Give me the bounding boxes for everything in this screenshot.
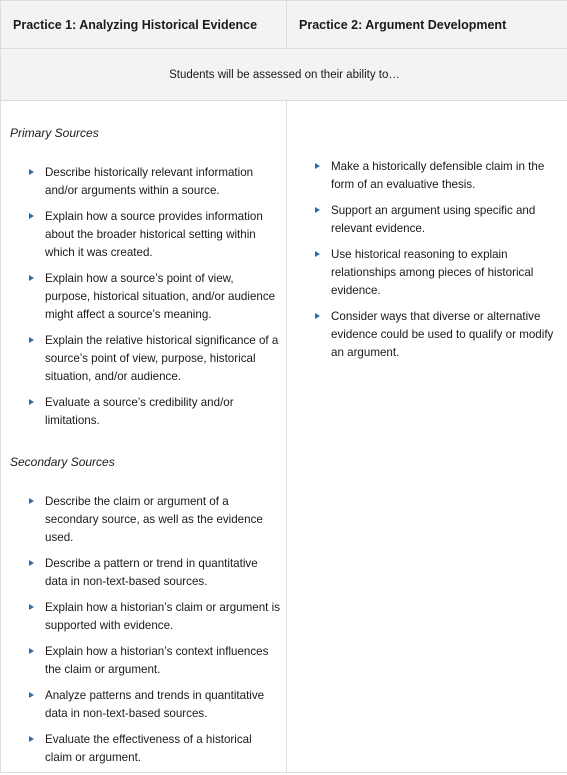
- list-item-text: Explain how a historian’s claim or argument is supported with evidence.: [45, 601, 280, 632]
- triangle-bullet-icon: [29, 604, 34, 610]
- list-item: [45, 599, 281, 635]
- list-item: [45, 731, 281, 767]
- column-divider: [286, 101, 287, 773]
- list-item-text: Explain how a historian’s context influences the claim or argument.: [45, 645, 269, 676]
- list-item: [45, 493, 281, 547]
- column-header-practice-1: Practice 1: Analyzing Historical Evidence: [13, 18, 258, 32]
- triangle-bullet-icon: [29, 337, 34, 343]
- triangle-bullet-icon: [315, 313, 320, 319]
- list-item: [45, 164, 281, 200]
- column-header-practice-2: Practice 2: Argument Development: [299, 18, 507, 32]
- list-item-text: Explain the relative historical significance of a source’s point of view, purpose, historical situation, and/or audience.: [45, 334, 279, 383]
- list-item-text: Explain how a source’s point of view, purpose, historical situation, and/or audience might affect a source’s meaning.: [45, 272, 276, 321]
- list-item: [45, 208, 281, 262]
- list-item: [45, 643, 281, 679]
- practice-2-column: [315, 158, 561, 370]
- triangle-bullet-icon: [29, 399, 34, 405]
- triangle-bullet-icon: [29, 213, 34, 219]
- list-item-text: Explain how a source provides information about the broader historical setting within which it was created.: [45, 210, 263, 259]
- list-item-text: Evaluate a source’s credibility and/or limitations.: [45, 396, 234, 427]
- column-divider: [286, 1, 287, 50]
- list-item-text: Evaluate the effectiveness of a historical claim or argument.: [45, 733, 252, 764]
- list-item-text: Describe a pattern or trend in quantitative data in non-text-based sources.: [45, 557, 258, 588]
- list-item-text: Support an argument using specific and relevant evidence.: [331, 204, 536, 235]
- list-item: [45, 270, 281, 324]
- list-item: [45, 394, 281, 430]
- practice-1-column: [10, 126, 278, 775]
- list-item: [331, 202, 563, 238]
- list-item-text: Describe the claim or argument of a secondary source, as well as the evidence used.: [45, 495, 263, 544]
- list-item: [45, 687, 281, 723]
- list-item-text: Describe historically relevant information and/or arguments within a source.: [45, 166, 254, 197]
- list-item-text: Consider ways that diverse or alternative evidence could be used to qualify or modify an argument.: [331, 310, 554, 359]
- argument-development-list: [315, 158, 561, 362]
- list-item-text: Analyze patterns and trends in quantitative data in non-text-based sources.: [45, 689, 265, 720]
- assessment-intro-row: [1, 49, 567, 101]
- triangle-bullet-icon: [29, 736, 34, 742]
- list-item: [45, 332, 281, 386]
- list-item: [331, 308, 563, 362]
- triangle-bullet-icon: [315, 163, 320, 169]
- primary-sources-list: [10, 164, 278, 430]
- list-item-text: Use historical reasoning to explain relationships among pieces of historical evidence.: [331, 248, 534, 297]
- triangle-bullet-icon: [29, 498, 34, 504]
- list-item: [331, 158, 563, 194]
- list-item: [45, 555, 281, 591]
- list-item: [331, 246, 563, 300]
- assessment-intro-text: Students will be assessed on their ability to…: [169, 68, 400, 81]
- triangle-bullet-icon: [29, 275, 34, 281]
- secondary-sources-heading: Secondary Sources: [10, 455, 115, 469]
- secondary-sources-list: [10, 493, 278, 767]
- triangle-bullet-icon: [29, 169, 34, 175]
- triangle-bullet-icon: [29, 692, 34, 698]
- triangle-bullet-icon: [29, 560, 34, 566]
- triangle-bullet-icon: [315, 251, 320, 257]
- primary-sources-heading: Primary Sources: [10, 126, 99, 140]
- list-item-text: Make a historically defensible claim in the form of an evaluative thesis.: [331, 160, 545, 191]
- triangle-bullet-icon: [29, 648, 34, 654]
- table-header-row: [1, 0, 567, 49]
- triangle-bullet-icon: [315, 207, 320, 213]
